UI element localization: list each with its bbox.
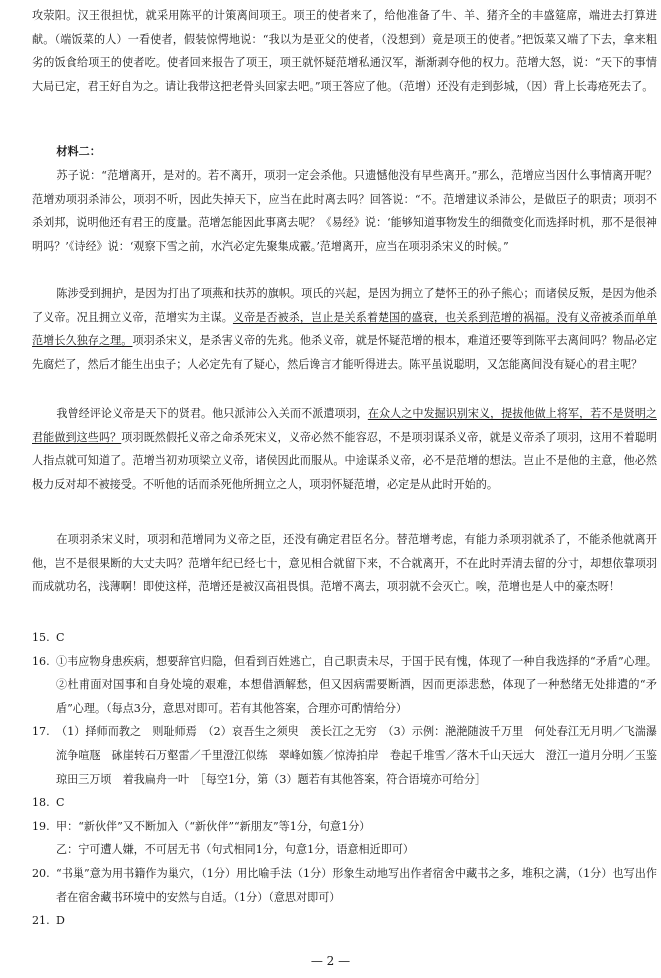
answer-number: 19.: [32, 819, 50, 833]
answer-item: [32, 626, 657, 650]
answer-item: [32, 791, 657, 815]
material2-paragraph-1: [32, 164, 657, 258]
paragraph-text: 在项羽杀宋义时，项羽和范增同为义帝之臣，还没有确定君臣名分。替范增考虑，有能力杀项羽就杀了，不能杀他就离开他，岂不是很果断的大丈夫吗？范增年纪已经七十，意见相合就留下来，不合就离开，不在此时弄清去留的分寸，却想依靠项羽而成就功名，浅薄啊！即使这样，范增还是被汉高祖畏惧。范增不离去，项羽就不会灭亡。唉，范增也是人中的豪杰呀！: [32, 533, 657, 594]
answer-item: [32, 720, 657, 791]
answer-list: [32, 626, 657, 933]
page-number: — 2 —: [310, 954, 351, 968]
underlined-sentence: 在众人之中发掘识别宋义，提拔他做上将军，若不是贤明之君能做到这些吗？: [32, 407, 657, 444]
material1-paragraph: 攻荥阳。汉王很担忧，就采用陈平的计策离间项王。项王的使者来了，给他准备了牛、羊、猪齐全的丰盛筵席，端进去打算进献。（端饭菜的人）一看使者，假装惊愕地说：“我以为是亚父的使者，（没想到）竟是项王的使者。”把饭菜又端了下去，拿来粗劣的饭食给项王的使者吃。使者回来报告了项王，项王就怀疑范增私通汉军，渐渐剥夺他的权力。范增大怒，说：“天下的事情大局已定，君王好自为之。请让我带这把老骨头回家去吧。”项王答应了他。（范增）还没有走到彭城，（因）背上长毒疮死去了。: [32, 9, 657, 93]
answer-text: 乙：宁可遭人嫌，不可居无书（句式相同1分，句意1分，语意相近即可）: [56, 843, 415, 857]
answer-item: [32, 862, 657, 909]
answer-text: （1）择师而教之 则耻师焉 （2）哀吾生之须臾 羡长江之无穷 （3）示例：滟滟随波千万里 何处春江无月明／飞湍瀑流争喧豗 砯崖转石万壑雷／千里澄江似练 翠峰如簇／惊涛拍岸 卷起千堆雪／落木千山天远大 澄江一道月分明／玉鉴琼田三万顷 着我扁舟一叶 ［每空1分，第（3）题若有其他答案，符合语境亦可给分］: [56, 725, 657, 786]
answer-number: 16.: [32, 654, 50, 668]
answer-text: ①韦应物身患疾病，想要辞官归隐，但看到百姓逃亡，自己职责未尽，于国于民有愧，体现了一种自我选择的“矛盾”心理。②杜甫面对国事和自身处境的艰难，本想借酒解愁，但又因病需要断酒，因而更添悲愁，体现了一种愁绪无处排遣的“矛盾”心理。（每点3分，意思对即可。若有其他答案，合理亦可酌情给分）: [56, 654, 657, 715]
material2-paragraph-2: [32, 282, 657, 376]
answer-number: 15.: [32, 631, 50, 644]
material2-paragraph-3: [32, 402, 657, 496]
answer-text: “书巢”意为用书籍作为巢穴，（1分）用比喻手法（1分）形象生动地写出作者宿舍中藏书之多，堆积之满，（1分）也写出作者在宿舍藏书环境中的安然与自适。（1分）（意思对即可）: [56, 866, 657, 904]
paragraph-text: 项羽杀宋义，是杀害义帝的先兆。他杀义帝，就是怀疑范增的根本，难道还要等到陈平去离间吗？物品必定先腐烂了，然后才能生出虫子；人必定先有了疑心，然后谗言才能听得进去。陈平虽说聪明，又怎能离间没有疑心的君主呢？: [32, 334, 657, 371]
material2-paragraph-4: [32, 528, 657, 599]
paragraph-text: 项羽既然假托义帝之命杀死宋义，义帝必然不能容忍，不是项羽谋杀义帝，就是义帝杀了项羽，这用不着聪明人指点就可知道了。范增当初劝项梁立义帝，诸侯因此而服从。中途谋杀义帝，必不是范增的想法。岂止不是他的主意，他必然极力反对却不被接受。不听他的话而杀死他所拥立之人，项羽怀疑范增，必定是从此时开始的。: [32, 430, 657, 491]
underlined-sentence: 义帝是否被杀，岂止是关系着楚国的盛衰，也关系到范增的祸福。没有义帝被杀而单单范增长久独存之理。: [32, 310, 657, 348]
material2-heading: 材料二：: [56, 145, 101, 158]
answer-text: C: [56, 631, 65, 644]
paragraph-text: 苏子说：“范增离开，是对的。若不离开，项羽一定会杀他。只遗憾他没有早些离开。”那么，范增应当因什么事情离开呢？范增劝项羽杀沛公，项羽不听，因此失掉天下，应当在此时离去吗？回答说：“不。范增建议杀沛公，是做臣子的职责；项羽不杀刘邦，说明他还有君王的度量。范增怎能因此事离去呢？《易经》说：‘能够知道事物发生的细微变化而选择时机，那不是很神明吗？’《诗经》说：‘观察下雪之前，水汽必定先聚集成霰。’范增离开，应当在项羽杀宋义的时候。”: [32, 169, 657, 253]
answer-item: [32, 909, 657, 933]
answer-text: 甲：“新伙伴”又不断加入（“新伙伴”“新朋友”等1分，句意1分）: [56, 819, 371, 833]
paragraph-text: 我曾经评论义帝是天下的贤君。他只派沛公入关而不派遣项羽，: [56, 407, 368, 420]
answer-number: 21.: [32, 914, 50, 928]
answer-number: 17.: [32, 725, 50, 739]
answer-number: 18.: [32, 796, 50, 810]
answer-text: C: [56, 796, 65, 810]
answer-item: [32, 838, 657, 862]
material1-tail: [32, 4, 657, 98]
paragraph-text: 陈涉受到拥护，是因为打出了项燕和扶苏的旗帜。项氏的兴起，是因为拥立了楚怀王的孙子熊心；而诸侯反叛，是因为他杀了义帝。况且拥立义帝，范增实为主谋。: [32, 287, 657, 324]
answer-item: [32, 815, 657, 839]
answer-text: D: [56, 914, 65, 928]
answer-item: [32, 650, 657, 721]
answer-number: 20.: [32, 866, 50, 880]
